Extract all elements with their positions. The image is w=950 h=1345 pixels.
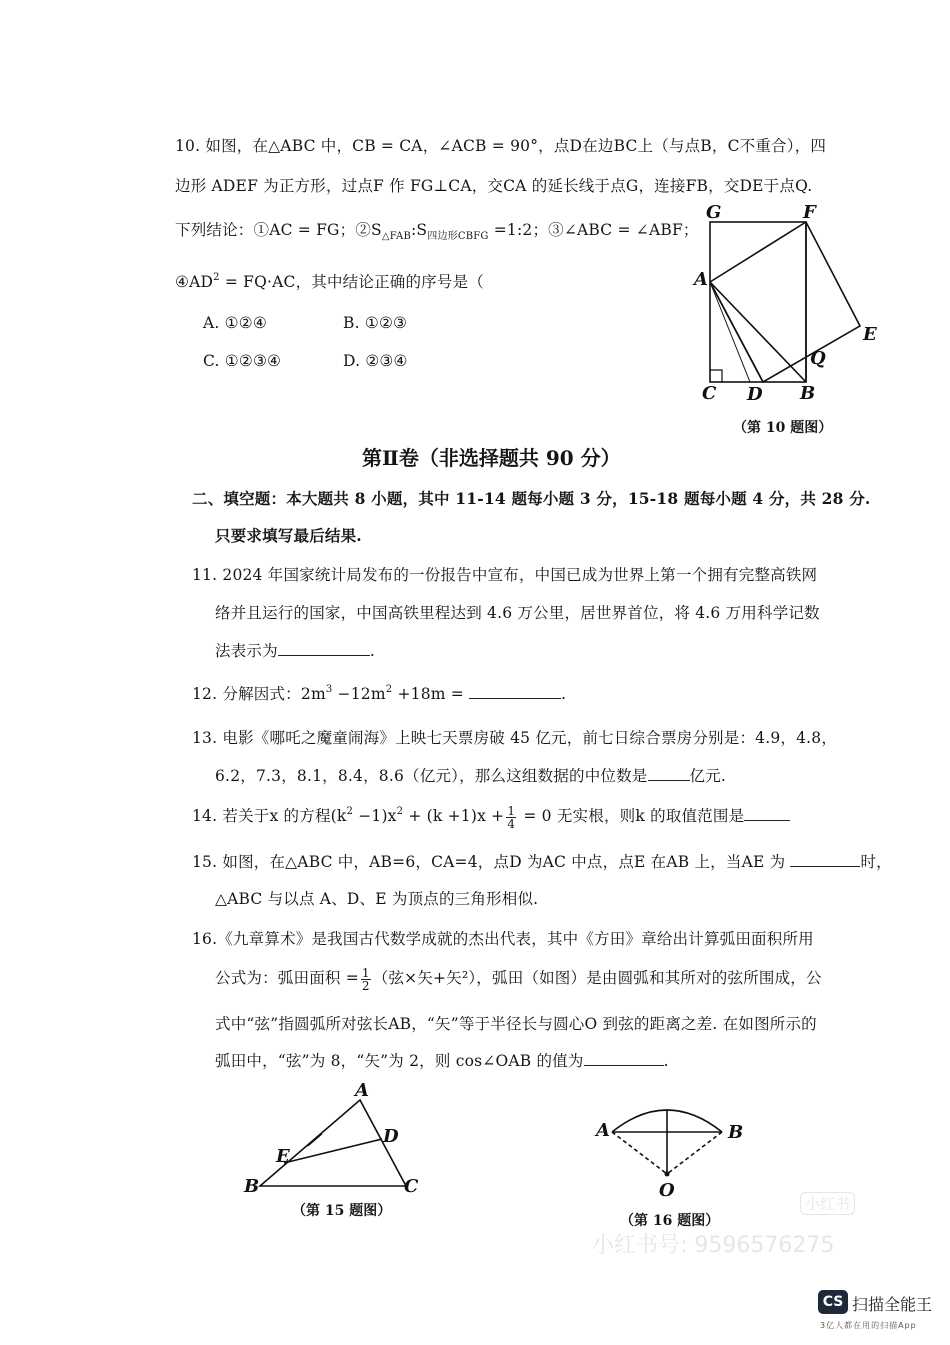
- q12-line: 12. 分解因式：$2m^3 -12m^2 +18m$ = .: [192, 684, 567, 703]
- q14-fraction: $\frac{1}{4}$: [507, 803, 516, 831]
- q10-option-a: A. ①②④: [203, 314, 267, 332]
- q15-figure: [238, 1078, 428, 1196]
- q16-label-o: O: [659, 1180, 675, 1201]
- q10-square-adef: [710, 222, 860, 382]
- q13-line1: 13. 电影《哪吒之魔童闹海》上映七天票房破 45 亿元，前七日综合票房分别是：4.9，4.8，: [192, 729, 838, 747]
- q11-line1: 11. 2024 年国家统计局发布的一份报告中宣布，中国已成为世界上第一个拥有完整高铁网: [192, 566, 818, 584]
- q10-figure: [690, 200, 890, 410]
- q10-label-a: A: [694, 269, 708, 290]
- q15-label-d: D: [383, 1126, 399, 1147]
- q16-line1: 16.《九章算术》是我国古代数学成就的杰出代表，其中《方田》章给出计算弧田面积所用: [192, 930, 814, 948]
- q15-label-c: C: [404, 1176, 419, 1196]
- q12-answer-blank[interactable]: [469, 684, 561, 699]
- q13-line2: 6.2，7.3，8.1，8.4，8.6（亿元），那么这组数据的中位数是 亿元.: [215, 767, 727, 785]
- q10-line1: 10. 如图，在△ABC 中，CB = CA，∠ACB = 90°，点D在边BC上（与点B，C不重合），四: [175, 137, 827, 155]
- section2-intro-line2: 只要求填写最后结果.: [215, 526, 362, 545]
- q10-label-e: E: [863, 324, 877, 345]
- section2-intro-line1: 二、填空题：本大题共 8 小题，其中 11-14 题每小题 3 分，15-18 题每小题 4 分，共 28 分.: [192, 489, 871, 508]
- q13-answer-blank[interactable]: [648, 766, 690, 781]
- q15-line2: △ABC 与以点 A、D、E 为顶点的三角形相似.: [215, 890, 539, 908]
- q10-segment-ab: [710, 282, 806, 382]
- scanner-app-name: 扫描全能王: [852, 1295, 933, 1314]
- q15-label-a: A: [355, 1080, 369, 1101]
- q16-radius-oa: [612, 1132, 667, 1174]
- q10-label-f: F: [803, 202, 816, 223]
- q11-line2: 络并且运行的国家，中国高铁里程达到 4.6 万公里，居世界首位，将 4.6 万用科学记数: [215, 604, 820, 622]
- q10-caption: （第 10 题图）: [733, 420, 833, 436]
- q10-option-c: C. ①②③④: [203, 352, 282, 370]
- q16-center-point: [665, 1172, 670, 1177]
- q15-tick-mark: [308, 1134, 322, 1146]
- q10-line4: $④AD^2 = FQ\cdot AC$，其中结论正确的序号是（: [175, 272, 484, 291]
- q16-answer-blank[interactable]: [584, 1051, 664, 1066]
- q10-label-c: C: [702, 383, 717, 404]
- q16-line2: 公式为：弧田面积 = $\frac{1}{2}$ （弦×矢+矢²），弧田（如图）是由圆弧和其所对的弦所围成，公: [215, 965, 822, 993]
- q15-line1: 15. 如图，在△ABC 中，AB=6，CA=4，点D 为AC 中点，点E 在AB 上，当AE 为 时，: [192, 853, 892, 871]
- q15-label-e: E: [276, 1146, 290, 1167]
- q15-answer-blank[interactable]: [790, 852, 860, 867]
- q10-label-d: D: [747, 384, 763, 405]
- q16-label-a: A: [596, 1120, 610, 1141]
- q10-option-d: D. ②③④: [343, 352, 408, 370]
- q10-line2: 边形 ADEF 为正方形，过点F 作 FG⊥CA，交CA 的延长线于点G，连接FB，交DE于点Q.: [175, 177, 813, 195]
- q10-conclusions: 下列结论：①AC = FG；$②S_{\triangle FAB}:S_{四边形CBFG}$ =1:2；③∠ABC = ∠ABF；: [175, 221, 699, 242]
- q10-right-angle-mark: [710, 370, 722, 382]
- q10-label-b: B: [800, 383, 816, 404]
- section2-title: 第Ⅱ卷（非选择题共 90 分）: [362, 446, 621, 470]
- scanner-logo-icon: CS: [818, 1290, 848, 1314]
- q11-line3: 法表示为 .: [215, 642, 375, 660]
- scanner-tagline: 3亿人都在用的扫描App: [820, 1321, 917, 1330]
- q15-caption: （第 15 题图）: [292, 1203, 392, 1219]
- q16-label-b: B: [728, 1122, 744, 1143]
- q10-segment-ad: [710, 282, 763, 382]
- watermark-logo: 小红书: [800, 1192, 855, 1215]
- q10-label-g: G: [706, 202, 722, 223]
- q16-line4: 弧田中，“弦”为 8，“矢”为 2，则 cos∠OAB 的值为 .: [215, 1052, 669, 1070]
- q15-segment-de: [284, 1139, 382, 1163]
- watermark-id: 小红书号: 9596576275: [592, 1233, 835, 1258]
- q16-fraction: $\frac{1}{2}$: [361, 965, 370, 993]
- q16-figure: [594, 1098, 754, 1202]
- q10-thin-line: [710, 282, 750, 382]
- q14-answer-blank[interactable]: [744, 806, 790, 821]
- q10-label-q: Q: [810, 348, 826, 369]
- q10-option-b: B. ①②③: [343, 314, 408, 332]
- q15-label-b: B: [244, 1176, 260, 1196]
- q11-answer-blank[interactable]: [278, 641, 370, 656]
- q16-line3: 式中“弦”指圆弧所对弦长AB，“矢”等于半径长与圆心O 到弦的距离之差. 在如图所示的: [215, 1015, 817, 1033]
- q16-radius-ob: [667, 1132, 722, 1174]
- q10-rect-gfbc: [710, 222, 806, 382]
- q16-caption: （第 16 题图）: [620, 1213, 720, 1229]
- q14-line: 14. 若关于x 的方程$(k^2 -1)x^2 + (k +1)x$ + $\frac{1}{4}$ = 0 无实根，则k 的取值范围是: [192, 804, 790, 830]
